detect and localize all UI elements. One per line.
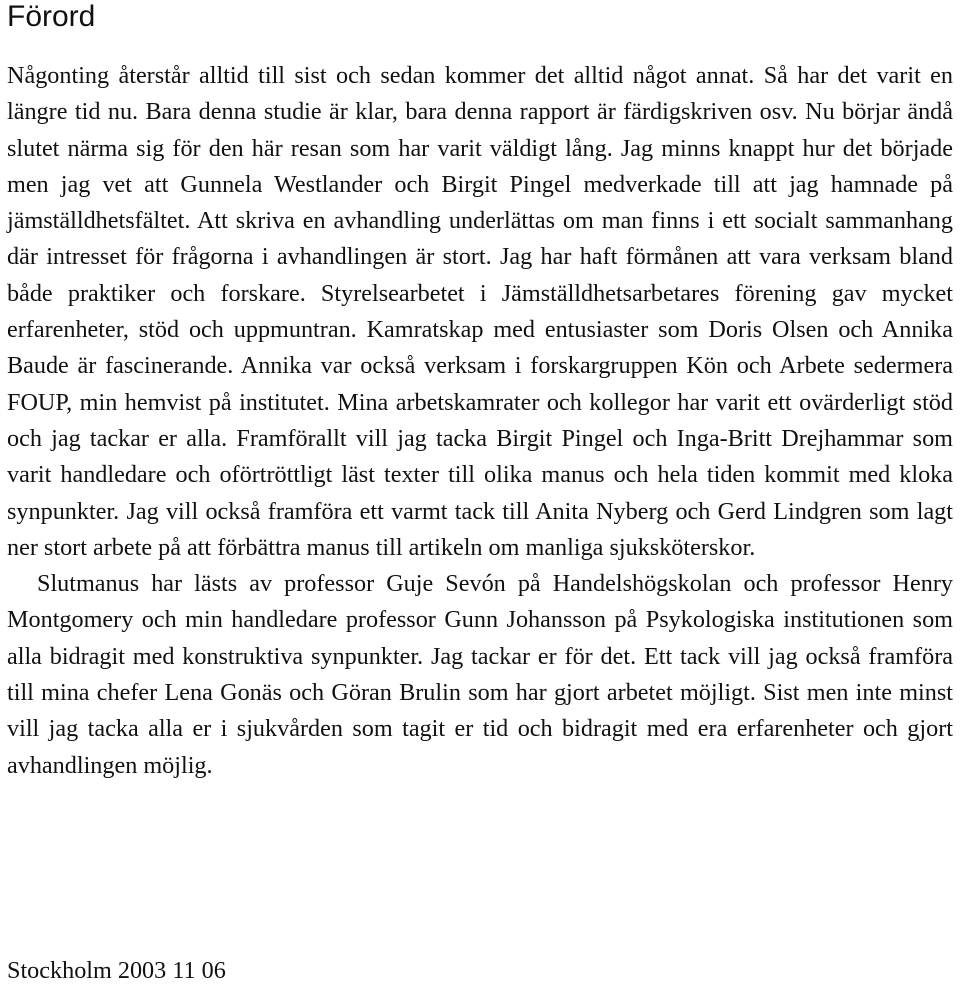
preface-body (7, 58, 953, 784)
paragraph-1: Någonting återstår alltid till sist och sedan kommer det alltid något annat. Så har det varit en längre tid nu. Bara denna studie är klar, bara denna rapport är färdigskriven osv. Nu börjar ändå slutet närma sig för den här resan som har varit väldigt lång. Jag minns knappt hur det började men jag vet att Gunnela Westlander och Birgit Pingel medverkade till att jag hamnade på jämställdhetsfältet. Att skriva en avhandling underlättas om man finns i ett socialt sammanhang där intresset för frågorna i avhandlingen är stort. Jag har haft förmånen att vara verksam bland både praktiker och forskare. Styrelsearbetet i Jämställdhetsarbetares förening gav mycket erfarenheter, stöd och uppmuntran. Kamratskap med entusiaster som Doris Olsen och Annika Baude är fascinerande. Annika var också verksam i forskargruppen Kön och Arbete sedermera FOUP, min hemvist på institutet. Mina arbetskamrater och kollegor har varit ett ovärderligt stöd och jag tackar er alla. Framförallt vill jag tacka Birgit Pingel och Inga-Britt Drejhammar som varit handledare och oförtröttligt läst texter till olika manus och hela tiden kommit med kloka synpunkter. Jag vill också framföra ett varmt tack till Anita Nyberg och Gerd Lindgren som lagt ner stort arbete på att förbättra manus till artikeln om manliga sjuksköterskor. (7, 62, 953, 561)
place-and-date: Stockholm 2003 11 06 (7, 957, 226, 984)
page-title: Förord (7, 0, 96, 33)
paragraph-2: Slutmanus har lästs av professor Guje Sevón på Handelshögskolan och professor Henry Montgomery och min handledare professor Gunn Johansson på Psykologiska institutionen som alla bidragit med konstruktiva synpunkter. Jag tackar er för det. Ett tack vill jag också framföra till mina chefer Lena Gonäs och Göran Brulin som har gjort arbetet möjligt. Sist men inte minst vill jag tacka alla er i sjukvården som tagit er tid och bidragit med era erfarenheter och gjort avhandlingen möjlig. (7, 570, 953, 779)
